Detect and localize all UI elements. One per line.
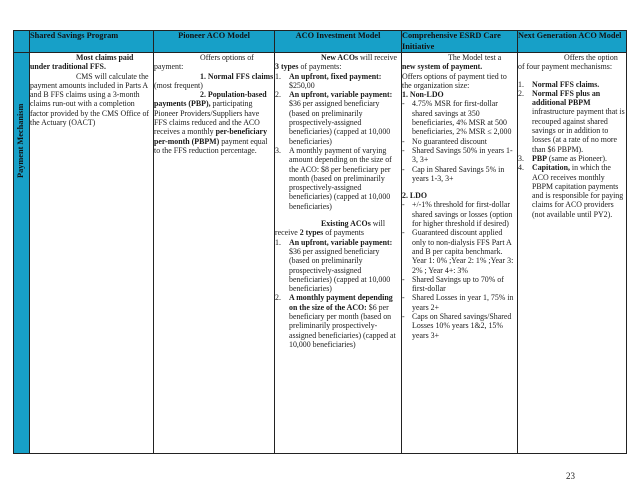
next-gen-item-text: PBP (same as Pioneer). (532, 153, 607, 163)
esrd-nonldo-item-dash: - (402, 99, 405, 109)
esrd-ldo-item (402, 200, 517, 228)
esrd-ldo-item-text: Caps on Shared savings/Shared Losses 10% years 1&2, 15% years 3+ (412, 312, 512, 340)
esrd-ldo-item (402, 312, 517, 340)
investment-existing-item (275, 238, 401, 294)
esrd-ldo-item (402, 275, 517, 294)
next-gen-item (518, 80, 626, 89)
pioneer-option-2-pbpm: per-beneficiary per-month (PBPM) (154, 127, 268, 146)
pioneer-option-2-text: participating Pioneer Providers/Suppliers have FFS claims reduced and the ACO receives a monthly (154, 99, 260, 137)
esrd-ldo-item-dash: - (402, 274, 405, 284)
investment-existing-item-number: 2. (275, 293, 281, 303)
shared-savings-lead: Most claims paid under traditional FFS. (30, 53, 134, 72)
esrd-nonldo-item (402, 99, 517, 136)
esrd-ldo-item-dash: - (402, 293, 405, 303)
page-number: 23 (566, 471, 575, 481)
comparison-table (13, 30, 627, 454)
esrd-nonldo-item-text: Cap in Shared Savings 5% in years 1-3, 3+ (412, 164, 505, 183)
next-gen-item (518, 89, 626, 154)
esrd-ldo-list (402, 200, 517, 339)
next-gen-intro: Offers the option of four payment mechanisms: (518, 53, 618, 72)
next-gen-list (518, 80, 626, 219)
investment-existing-item-number: 1. (275, 237, 281, 247)
esrd-ldo-item-text: Shared Savings up to 70% of first-dollar (412, 274, 504, 294)
esrd-nonldo-item-dash: - (402, 136, 405, 146)
investment-new-item-number: 3. (275, 145, 281, 155)
esrd-nonldo-item-text: No guaranteed discount (412, 136, 487, 146)
next-gen-item-title: PBP (532, 153, 547, 163)
esrd-ldo-item-dash: - (402, 200, 405, 210)
investment-new-intro (275, 53, 401, 72)
cell-shared-savings (30, 53, 154, 454)
investment-new-mid: will receive (360, 53, 398, 62)
investment-existing-acos: Existing ACOs (321, 219, 371, 229)
header-pioneer: Pioneer ACO Model (154, 31, 275, 53)
investment-existing-item-text: A monthly payment depending on the size of the ACO: $6 per beneficiary per month (based on preliminarily prospectively-assigned beneficiaries) (capped at 10,000 beneficiaries) (289, 293, 396, 349)
cell-pioneer (154, 53, 275, 454)
investment-new-types: types (280, 62, 299, 72)
header-row (14, 31, 627, 53)
esrd-intro-b: Offers options of payment tied to the organization size: (402, 71, 507, 90)
esrd-nonldo-item (402, 146, 517, 165)
investment-new-item-number: 1. (275, 71, 281, 81)
pioneer-option-2-end: payment equal to the FFS reduction percentage. (154, 136, 268, 155)
header-investment: ACO Investment Model (275, 31, 402, 53)
investment-new-item (275, 146, 401, 211)
esrd-section-nonldo: 1. Non-LDO (402, 90, 444, 100)
header-shared-savings: Shared Savings Program (30, 31, 154, 53)
esrd-intro-bold: new system of payment. (402, 62, 483, 72)
cell-next-gen (518, 53, 627, 454)
esrd-ldo-item-text: +/-1% threshold for first-dollar shared savings or losses (option for higher threshold if desired) (412, 200, 513, 229)
esrd-ldo-item-text: Shared Losses in year 1, 75% in years 2+ (412, 293, 514, 312)
investment-existing-list (275, 238, 401, 350)
next-gen-item-title: Capitation, (532, 163, 570, 173)
next-gen-item-title: Normal FFS plus an additional PBPM (532, 88, 601, 108)
investment-existing-item-text: An upfront, variable payment: $36 per assigned beneficiary (based on preliminarily prospectively-assigned beneficiaries) (capped at 10,000 beneficiaries) (289, 237, 393, 294)
header-esrd: Comprehensive ESRD Care Initiative (402, 31, 518, 53)
pioneer-option-1 (154, 72, 274, 91)
investment-existing-mid: will receive (275, 219, 386, 238)
pioneer-option-1-title: 1. Normal FFS claims (200, 71, 274, 81)
investment-new-item-text: An upfront, variable payment: $36 per assigned beneficiary (based on preliminarily prospectively-assigned beneficiaries) (capped at 10,000 beneficiaries) (289, 90, 393, 146)
row-label-cell (14, 53, 30, 454)
investment-new-list (275, 72, 401, 211)
esrd-nonldo-item-dash: - (402, 145, 405, 155)
investment-new-end: of payments: (300, 62, 342, 72)
investment-new-item-title: An upfront, variable payment: (289, 90, 393, 100)
esrd-ldo-item (402, 293, 517, 312)
investment-existing-item-title: A monthly payment depending on the size of the ACO: (289, 293, 393, 312)
esrd-ldo-item-dash: - (402, 312, 405, 322)
investment-existing-item-title: An upfront, variable payment: (289, 237, 393, 247)
pioneer-option-2 (154, 90, 274, 155)
investment-existing-end: of payments (325, 228, 364, 238)
esrd-nonldo-item-text: Shared Savings 50% in years 1-3, 3+ (412, 145, 513, 165)
esrd-nonldo-item-text: 4.75% MSR for first-dollar shared savings at 350 beneficiaries, 4% MSR at 500 beneficiaries, 2% MSR ≤ 2,000 (412, 99, 512, 137)
investment-existing-intro (275, 219, 401, 238)
pioneer-option-2-title: 2. Population-based payments (PBP), (154, 90, 267, 109)
next-gen-item (518, 163, 626, 219)
investment-new-item-number: 2. (275, 90, 281, 100)
esrd-intro-a: The Model test a (448, 53, 502, 62)
esrd-nonldo-item (402, 165, 517, 184)
investment-new-item-text: A monthly payment of varying amount depending on the size of the ACO: $8 per beneficiary per month (based on preliminarily prospectively-assigned beneficiaries) (capped at 10,000 beneficiaries) (289, 145, 392, 211)
next-gen-item-text: Capitation, in which the ACO receives monthly PBPM capitation payments and is responsible for paying claims for ACO providers (not available until PY2). (532, 163, 624, 219)
esrd-ldo-item-dash: - (402, 228, 405, 238)
row-label: Payment Mechanism (16, 103, 25, 179)
investment-new-acos: New ACOs (321, 53, 359, 62)
esrd-nonldo-list (402, 99, 517, 183)
investment-new-item (275, 72, 401, 91)
esrd-ldo-item (402, 228, 517, 274)
next-gen-item-text (532, 80, 626, 89)
next-gen-item-text: Normal FFS plus an additional PBPM infrastructure payment that is recouped against shared savings or in addition to losses (at a rate of no more than $6 PBPM). (532, 88, 625, 154)
next-gen-item-number: 2. (518, 88, 524, 98)
payment-row (14, 53, 627, 454)
esrd-nonldo-item (402, 137, 517, 146)
esrd-section-ldo: 2. LDO (402, 191, 427, 201)
next-gen-item-title: Normal FFS claims. (532, 79, 600, 89)
next-gen-item (518, 154, 626, 163)
next-gen-item-number: 3. (518, 153, 524, 163)
investment-new-item-title: An upfront, fixed payment: (289, 71, 382, 81)
cell-investment (275, 53, 402, 454)
next-gen-item-number: 1. (518, 79, 524, 89)
pioneer-option-1-note: (most frequent) (154, 80, 203, 90)
investment-existing-types: 2 types (299, 228, 324, 238)
investment-new-item (275, 90, 401, 146)
header-corner (14, 31, 30, 53)
investment-new-item-text: An upfront, fixed payment: $250,00 (289, 71, 382, 90)
next-gen-item-number: 4. (518, 163, 524, 173)
shared-savings-detail: CMS will calculate the payment amounts included in Parts A and B FFS claims using a 3-month claims run-out with a completion factor provided by the CMS Office of the Actuary (OACT) (30, 71, 150, 128)
esrd-ldo-item-text: Guaranteed discount applied only to non-dialysis FFS Part A and B per capita benchmark. Year 1: 0% ;Year 2: 1% ;Year 3: 2% ; Year 4+: 3% (412, 228, 514, 275)
header-next-gen: Next Generation ACO Model (518, 31, 627, 53)
investment-existing-item (275, 293, 401, 349)
cell-esrd (402, 53, 518, 454)
pioneer-intro: Offers options of payment: (154, 53, 254, 72)
investment-new-num: 3 (275, 62, 279, 72)
esrd-nonldo-item-dash: - (402, 164, 405, 174)
